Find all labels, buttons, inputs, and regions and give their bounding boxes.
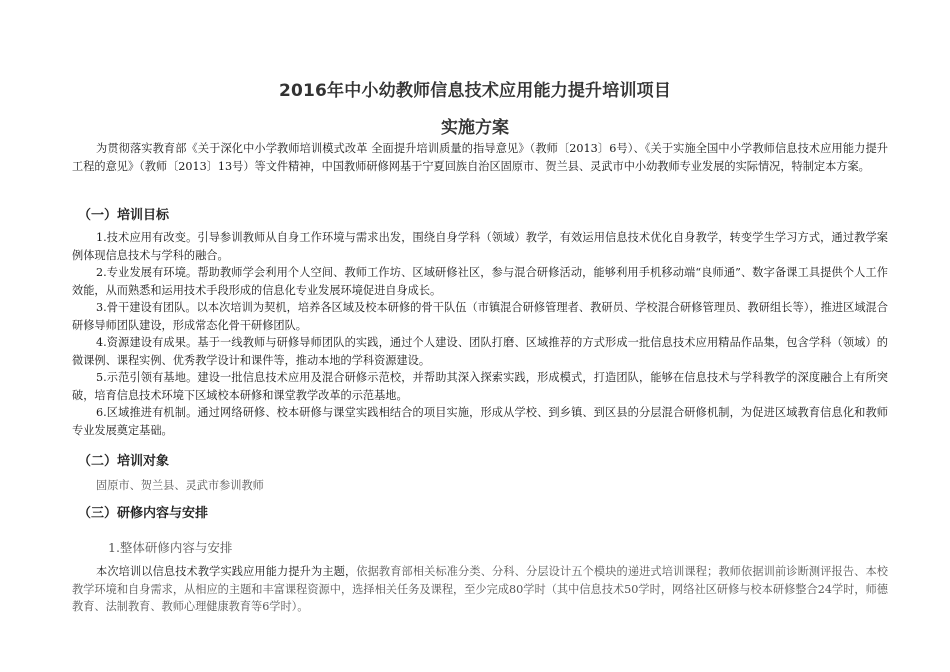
document-subtitle: 实施方案: [441, 118, 509, 138]
goal-item: 3.骨干建设有团队。以本次培训为契机，培养各区域及校本研修的骨干队伍（市镇混合研修管理者、教研员、学校混合研修管理员、教研组长等），推进区域混合研修导师团队建设，形成常态化骨干研修团队。: [72, 301, 888, 332]
content-paragraph: [72, 563, 888, 616]
section-heading-goals: （一）培训目标: [78, 208, 170, 223]
target-text: 固原市、贺兰县、灵武市参训教师: [96, 479, 264, 492]
intro-paragraph: 为贯彻落实教育部《关于深化中小学教师培训模式改革 全面提升培训质量的指导意见》（教师〔2013〕6号）、《关于实施全国中小学教师信息技术应用能力提升工程的意见》（教师〔2013〕13号）等文件精神，中国教师研修网基于宁夏回族自治区固原市、贺兰县、灵武市中小幼教师专业发展的实际情况，特制定本方案。: [72, 142, 888, 173]
content-body: 依据教育部相关标准分类、分科、分层设计五个模块的递进式培训课程；教师依据训前诊断测评报告、本校教学环境和自身需求，从相应的主题和丰富课程资源中，选择相关任务及课程，至少完成80学时（其中信息技术50学时，网络社区研修与校本研修整合24学时，师德教育、法制教育、教师心理健康教育等6学时）。: [72, 565, 888, 613]
goal-item: 4.资源建设有成果。基于一线教师与研修导师团队的实践，通过个人建设、团队打磨、区域推荐的方式形成一批信息技术应用精品作品集，包含学科（领域）的微课例、课程实例、优秀教学设计和课件等，推动本地的学科资源建设。: [72, 336, 888, 367]
content-lead: 本次培训以信息技术教学实践应用能力提升为主题，: [96, 565, 357, 578]
goal-item: 2.专业发展有环境。帮助教师学会利用个人空间、教师工作坊、区域研修社区，参与混合研修活动，能够利用手机移动端“良师通”、数字备课工具提供个人工作效能，从而熟悉和运用技术手段形成的信息化专业发展环境促进自身成长。: [72, 266, 888, 297]
subsection-heading: 1.整体研修内容与安排: [108, 540, 233, 555]
goal-item: 1.技术应用有改变。引导参训教师从自身工作环境与需求出发，围绕自身学科（领域）教学，有效运用信息技术优化自身教学，转变学生学习方式，通过教学案例体现信息技术与学科的融合。: [72, 231, 888, 262]
section-heading-content: （三）研修内容与安排: [78, 506, 209, 521]
goal-item: 5.示范引领有基地。建设一批信息技术应用及混合研修示范校，并帮助其深入探索实践，形成模式，打造团队，能够在信息技术与学科教学的深度融合上有所突破，培育信息技术环境下区域校本研修和课堂教学改革的示范基地。: [72, 371, 888, 402]
document-title: 2016年中小幼教师信息技术应用能力提升培训项目: [278, 81, 672, 101]
section-heading-target: （二）培训对象: [78, 454, 170, 469]
goal-item: 6.区域推进有机制。通过网络研修、校本研修与课堂实践相结合的项目实施，形成从学校、到乡镇、到区县的分层混合研修机制，为促进区域教育信息化和教师专业发展奠定基础。: [72, 406, 888, 437]
